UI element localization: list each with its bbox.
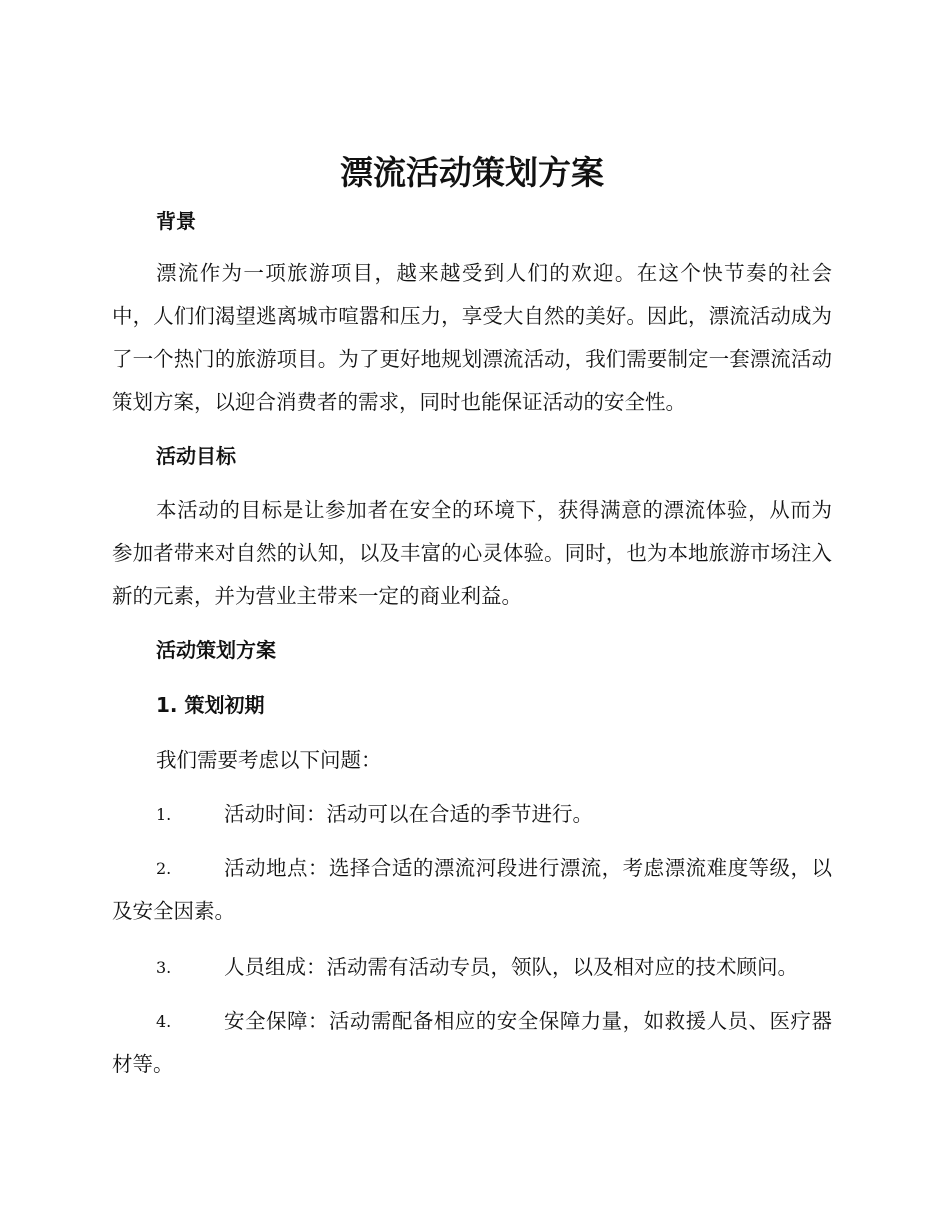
list-item: [112, 793, 832, 836]
paragraph-background: 漂流作为一项旅游项目，越来越受到人们的欢迎。在这个快节奏的社会中，人们们渴望逃离城市喧嚣和压力，享受大自然的美好。因此，漂流活动成为了一个热门的旅游项目。为了更好地规划漂流活动，我们需要制定一套漂流活动策划方案，以迎合消费者的需求，同时也能保证活动的安全性。: [112, 261, 832, 414]
paragraph-goal: 本活动的目标是让参加者在安全的环境下，获得满意的漂流体验，从而为参加者带来对自然的认知，以及丰富的心灵体验。同时，也为本地旅游市场注入新的元素，并为营业主带来一定的商业利益。: [112, 498, 832, 608]
subheading-initial-planning: 1. 策划初期: [156, 693, 265, 717]
list-item-text: 活动时间：活动可以在合适的季节进行。: [224, 802, 593, 826]
list-item: [112, 946, 832, 989]
list-item-text: 人员组成：活动需有活动专员，领队，以及相对应的技术顾问。: [224, 955, 798, 979]
list-item-text: 安全保障：活动需配备相应的安全保障力量，如救援人员、医疗器材等。: [112, 1009, 832, 1076]
list-item-number: 2.: [156, 859, 172, 878]
document-page: [112, 0, 832, 1230]
heading-background: 背景: [156, 209, 196, 233]
list-item-number: 4.: [156, 1012, 172, 1031]
list-item: [112, 1000, 832, 1086]
list-item-text: 活动地点：选择合适的漂流河段进行漂流，考虑漂流难度等级，以及安全因素。: [112, 856, 832, 923]
paragraph-plan-intro: 我们需要考虑以下问题：: [156, 748, 382, 772]
heading-goal: 活动目标: [156, 444, 236, 468]
list-item: [112, 847, 832, 933]
heading-plan: 活动策划方案: [156, 638, 276, 662]
list-item-number: 1.: [156, 805, 172, 824]
list-item-number: 3.: [156, 958, 172, 977]
document-title: 漂流活动策划方案: [340, 153, 604, 192]
